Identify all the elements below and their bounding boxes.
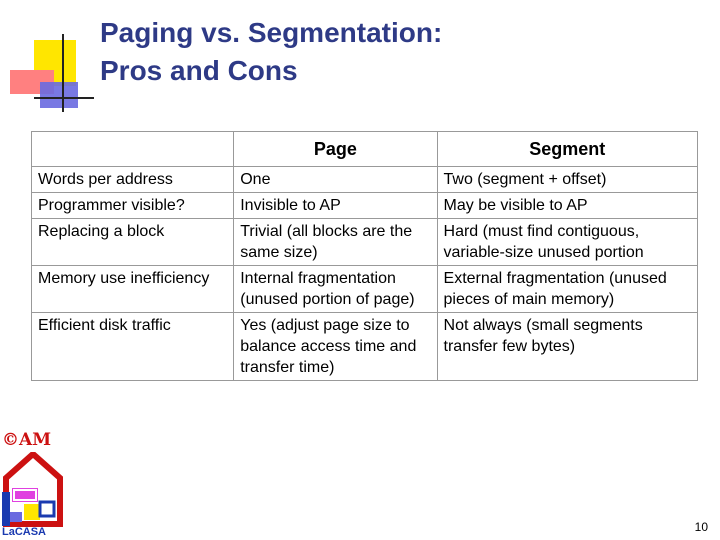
header-cell-empty <box>32 132 234 167</box>
slide-title <box>100 14 700 90</box>
page-value-cell: Trivial (all blocks are the same size) <box>234 219 437 266</box>
page-value-cell: Invisible to AP <box>234 193 437 219</box>
segment-value-cell: Not always (small segments transfer few bytes) <box>437 313 697 381</box>
decor-vertical-line <box>62 34 64 112</box>
row-label-cell: Efficient disk traffic <box>32 313 234 381</box>
decor-horizontal-line <box>34 97 94 99</box>
page-value-cell: Internal fragmentation (unused portion of page) <box>234 266 437 313</box>
row-label-cell: Programmer visible? <box>32 193 234 219</box>
segment-value-cell: External fragmentation (unused pieces of main memory) <box>437 266 697 313</box>
table-row <box>32 167 698 193</box>
row-label-cell: Replacing a block <box>32 219 234 266</box>
header-cell-page: Page <box>234 132 437 167</box>
table-row <box>32 313 698 381</box>
segment-value-cell: Hard (must find contiguous, variable-size unused portion <box>437 219 697 266</box>
comparison-table <box>31 131 698 381</box>
brand-label: LaCASA <box>2 526 47 538</box>
table-row <box>32 266 698 313</box>
segment-value-cell: May be visible to AP <box>437 193 697 219</box>
page-number: 10 <box>694 520 708 534</box>
page-value-cell: One <box>234 167 437 193</box>
header-cell-segment: Segment <box>437 132 697 167</box>
row-label-cell: Memory use inefficiency <box>32 266 234 313</box>
segment-value-cell: Two (segment + offset) <box>437 167 697 193</box>
page-value-cell: Yes (adjust page size to balance access time and transfer time) <box>234 313 437 381</box>
title-line-1: Paging vs. Segmentation: <box>100 17 443 48</box>
house-logo-icon <box>2 452 64 528</box>
copyright-mark: ©AM <box>2 430 52 450</box>
row-label-cell: Words per address <box>32 167 234 193</box>
table-header-row <box>32 132 698 167</box>
decor-blue-square <box>40 82 78 108</box>
title-line-2: Pros and Cons <box>100 55 298 86</box>
table-row <box>32 219 698 266</box>
lacasa-logo <box>2 430 68 540</box>
table-row <box>32 193 698 219</box>
